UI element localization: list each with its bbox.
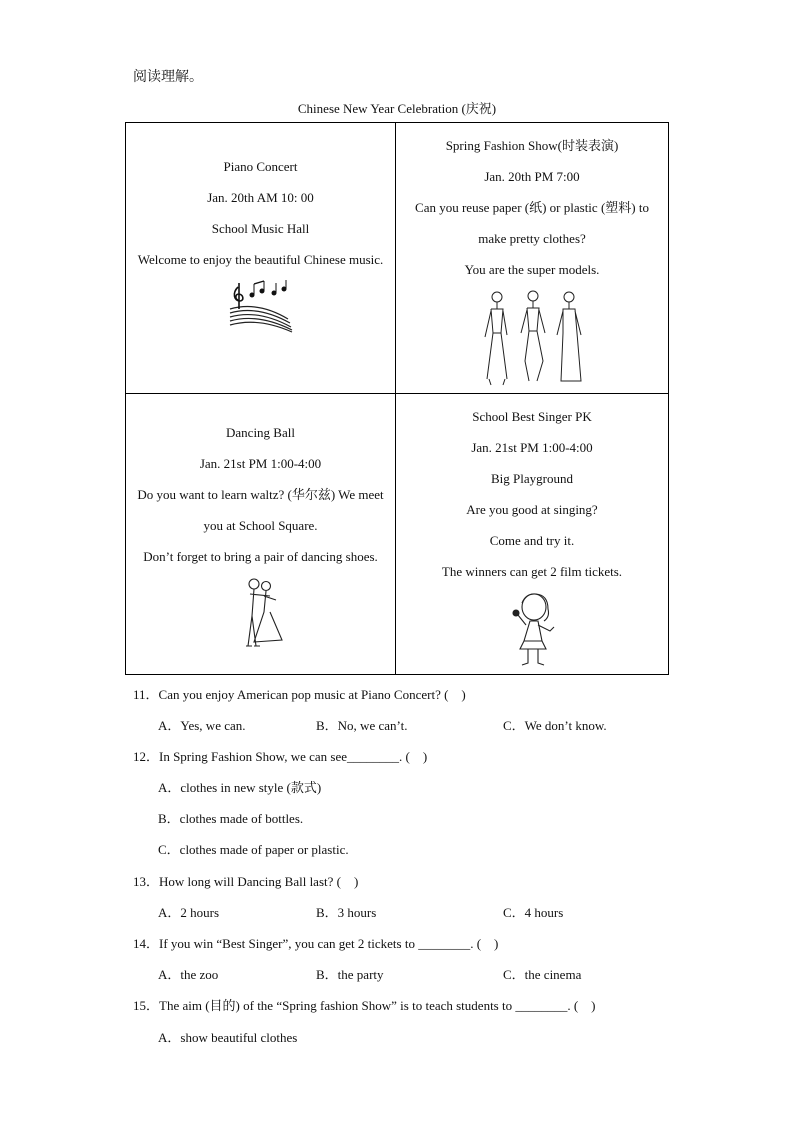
option-b: B．3 hours xyxy=(316,905,377,920)
piano-line: Piano Concert xyxy=(223,159,298,174)
option-a: A．the zoo xyxy=(158,967,219,982)
piano-line: Welcome to enjoy the beautiful Chinese music. xyxy=(137,252,384,267)
singer-line: Are you good at singing? xyxy=(466,502,598,517)
fashion-line: Can you reuse paper (纸) or plastic (塑料) to make pretty clothes? xyxy=(415,200,649,246)
dancing-line: Don’t forget to bring a pair of dancing shoes. xyxy=(143,549,378,564)
option-a: A．show beautiful clothes xyxy=(158,1030,298,1045)
music-notes-icon xyxy=(228,279,294,333)
question-13: 13．How long will Dancing Ball last? ( ) xyxy=(133,874,359,889)
singer-line: School Best Singer PK xyxy=(472,409,592,424)
option-c: C．4 hours xyxy=(503,905,564,920)
singer-line: Jan. 21st PM 1:00-4:00 xyxy=(471,440,593,455)
event-table xyxy=(125,122,669,675)
option-c: C．We don’t know. xyxy=(503,718,607,733)
poster-title: Chinese New Year Celebration (庆祝) xyxy=(297,101,497,116)
option-a: A．Yes, we can. xyxy=(158,718,246,733)
question-14: 14．If you win “Best Singer”, you can get 2 tickets to ________. ( ) xyxy=(133,936,499,951)
piano-line: Jan. 20th AM 10: 00 xyxy=(207,190,314,205)
cell-best-singer xyxy=(396,394,668,674)
option-b: B．the party xyxy=(316,967,384,982)
dancing-couple-image xyxy=(236,576,286,650)
option-b: B．clothes made of bottles. xyxy=(158,811,304,826)
option-c: C．the cinema xyxy=(503,967,582,982)
fashion-models-image xyxy=(477,289,587,387)
dancing-line: Do you want to learn waltz? (华尔兹) We meet you at School Square. xyxy=(137,487,384,533)
question-12: 12．In Spring Fashion Show, we can see________. ( ) xyxy=(133,749,428,764)
dancing-line: Jan. 21st PM 1:00-4:00 xyxy=(199,456,322,471)
fashion-line: You are the super models. xyxy=(464,262,600,277)
cell-dancing-ball xyxy=(126,394,396,674)
girl-singer-image xyxy=(502,591,562,669)
option-a: A．2 hours xyxy=(158,905,220,920)
singer-line: The winners can get 2 film tickets. xyxy=(441,564,623,579)
option-a: A．clothes in new style (款式) xyxy=(158,780,322,795)
fashion-line: Jan. 20th PM 7:00 xyxy=(484,169,580,184)
question-15: 15．The aim (目的) of the “Spring fashion Show” is to teach students to ________. ( ) xyxy=(133,998,596,1013)
cell-piano-concert xyxy=(126,123,396,394)
singer-line: Come and try it. xyxy=(489,533,575,548)
cell-fashion-show xyxy=(396,123,668,394)
question-11: 11．Can you enjoy American pop music at Piano Concert? ( ) xyxy=(133,687,466,702)
section-heading: 阅读理解。 xyxy=(133,70,203,85)
option-c: C．clothes made of paper or plastic. xyxy=(158,842,349,857)
option-b: B．No, we can’t. xyxy=(316,718,408,733)
singer-line: Big Playground xyxy=(491,471,573,486)
fashion-line: Spring Fashion Show(时装表演) xyxy=(445,138,619,153)
dancing-line: Dancing Ball xyxy=(226,425,295,440)
piano-line: School Music Hall xyxy=(211,221,310,236)
